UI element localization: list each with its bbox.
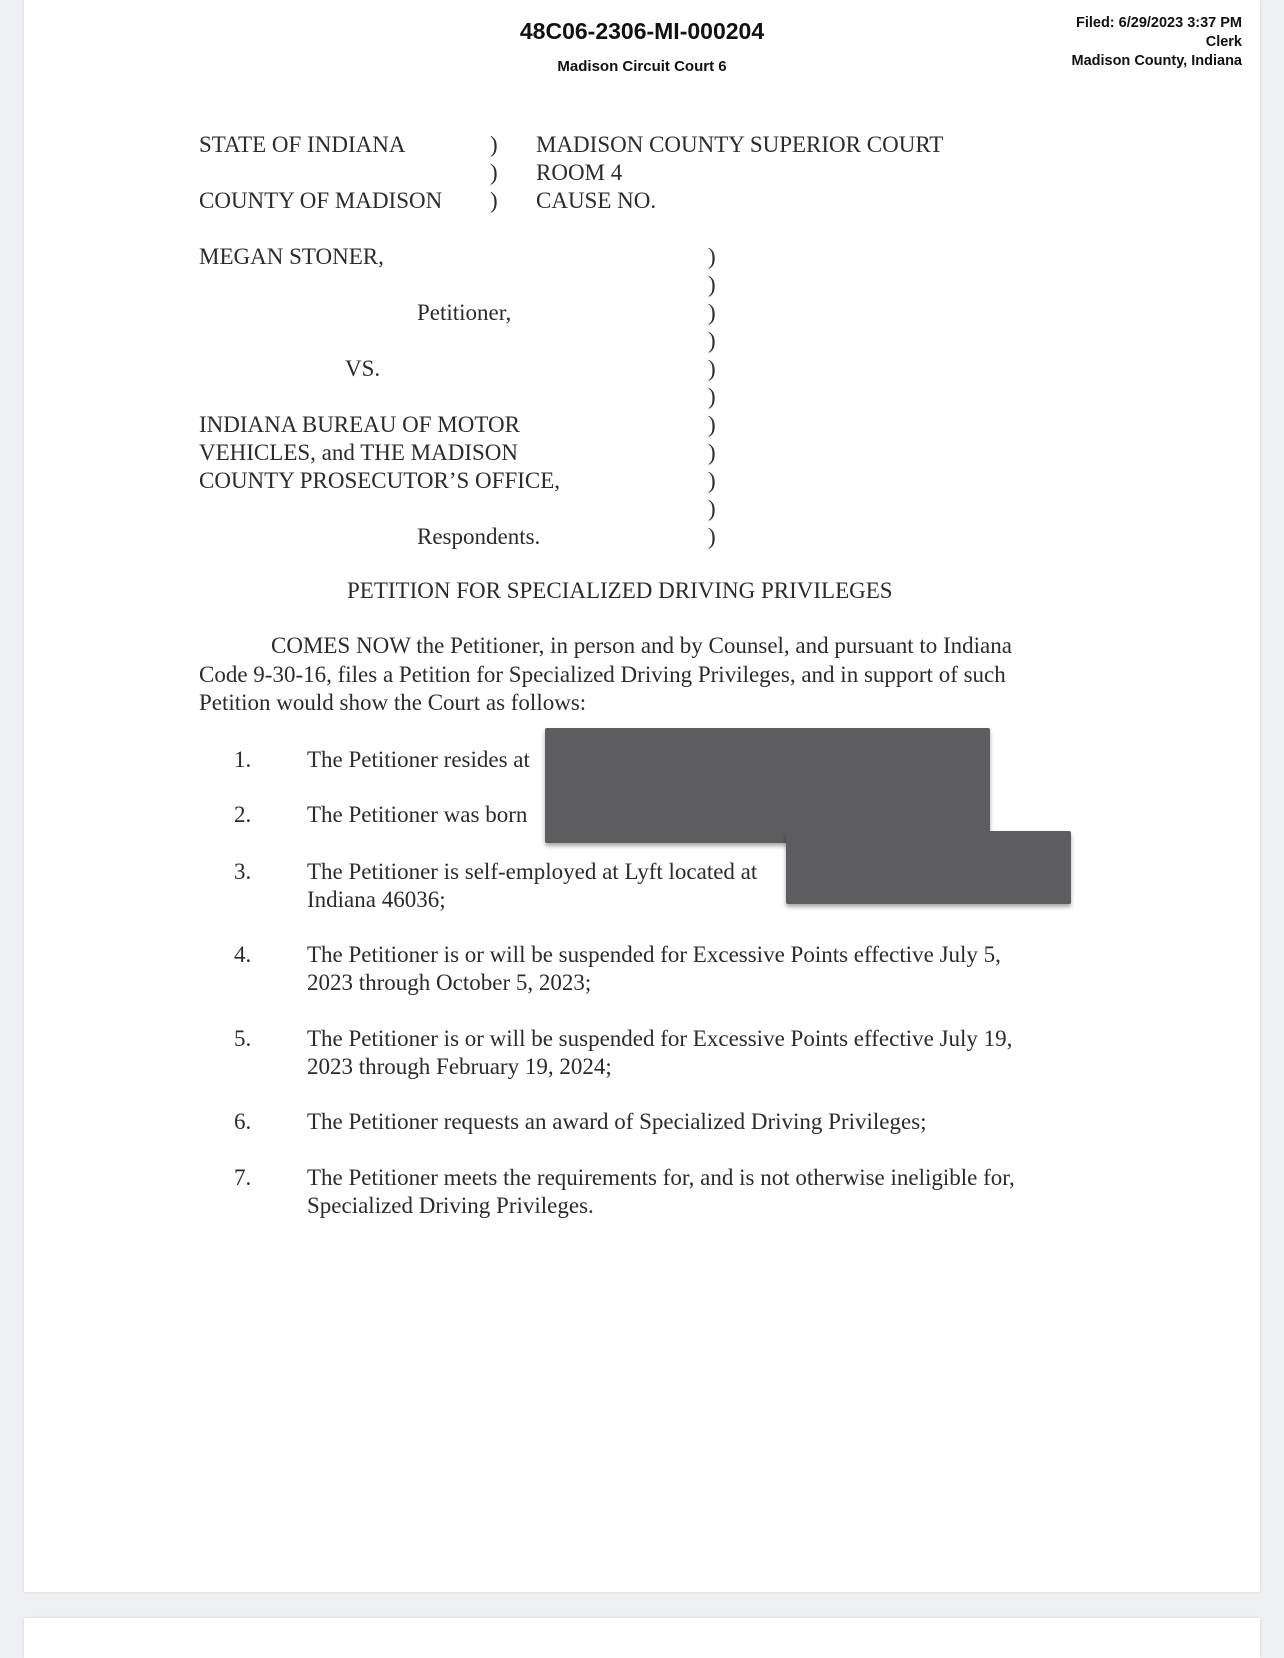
county-label: COUNTY OF MADISON	[199, 188, 443, 213]
item-text-7a: The Petitioner meets the requirements for, and is not otherwise ineligible for,	[307, 1165, 1015, 1190]
party-paren-5: )	[708, 356, 716, 381]
item-text-2: The Petitioner was born	[307, 802, 528, 827]
respondent-line-1: INDIANA BUREAU OF MOTOR	[199, 412, 520, 437]
caption-paren-2: )	[490, 160, 498, 185]
party-paren-8: )	[708, 440, 716, 465]
item-number-6: 6.	[234, 1109, 252, 1134]
case-number: 48C06-2306-MI-000204	[519, 18, 765, 44]
item-number-3: 3.	[234, 859, 252, 884]
party-paren-11: )	[708, 524, 716, 549]
party-paren-6: )	[708, 384, 716, 409]
item-text-1: The Petitioner resides at	[307, 747, 530, 772]
item-text-7b: Specialized Driving Privileges.	[307, 1193, 594, 1218]
party-paren-3: )	[708, 300, 716, 325]
state-label: STATE OF INDIANA	[199, 132, 406, 157]
party-paren-7: )	[708, 412, 716, 437]
intro-paragraph	[199, 632, 1059, 718]
redaction-box-employer-address	[786, 831, 1071, 904]
party-paren-9: )	[708, 468, 716, 493]
caption-paren-1: )	[490, 132, 498, 157]
versus-label: VS.	[345, 356, 381, 381]
item-text-5b: 2023 through February 19, 2024;	[307, 1054, 612, 1079]
filed-county: Madison County, Indiana	[1071, 53, 1242, 69]
petitioner-name: MEGAN STONER,	[199, 244, 384, 269]
party-paren-10: )	[708, 496, 716, 521]
item-text-4b: 2023 through October 5, 2023;	[307, 970, 592, 995]
item-number-4: 4.	[234, 942, 252, 967]
party-paren-1: )	[708, 244, 716, 269]
respondent-line-2: VEHICLES, and THE MADISON	[199, 440, 519, 465]
item-text-4a: The Petitioner is or will be suspended for Excessive Points effective July 5,	[307, 942, 1001, 967]
item-number-5: 5.	[234, 1026, 252, 1051]
item-text-3a: The Petitioner is self-employed at Lyft located at	[307, 859, 758, 884]
court-room: ROOM 4	[536, 160, 623, 185]
next-page-edge	[24, 1618, 1260, 1658]
petition-title: PETITION FOR SPECIALIZED DRIVING PRIVILEGES	[347, 578, 893, 603]
item-number-2: 2.	[234, 802, 252, 827]
petitioner-label: Petitioner,	[417, 300, 512, 325]
item-text-5a: The Petitioner is or will be suspended for Excessive Points effective July 19,	[307, 1026, 1013, 1051]
respondents-label: Respondents.	[417, 524, 541, 549]
intro-text: COMES NOW the Petitioner, in person and by Counsel, and pursuant to Indiana Code 9-30-16, files a Petition for Specialized Driving Privileges, and in support of such Petition would show the Court as follows:	[199, 633, 1012, 715]
item-number-7: 7.	[234, 1165, 252, 1190]
item-number-1: 1.	[234, 747, 252, 772]
item-text-3b: Indiana 46036;	[307, 887, 446, 912]
filed-date: Filed: 6/29/2023 3:37 PM	[1075, 15, 1242, 31]
party-paren-2: )	[708, 272, 716, 297]
party-paren-4: )	[708, 328, 716, 353]
court-header: Madison Circuit Court 6	[557, 58, 727, 75]
respondent-line-3: COUNTY PROSECUTOR’S OFFICE,	[199, 468, 561, 493]
filed-stamp	[1071, 14, 1242, 71]
filed-clerk: Clerk	[1205, 34, 1242, 50]
redaction-box-address-birth	[545, 728, 990, 843]
item-text-6: The Petitioner requests an award of Specialized Driving Privileges;	[307, 1109, 927, 1134]
caption-paren-3: )	[490, 188, 498, 213]
cause-number-label: CAUSE NO.	[536, 188, 657, 213]
court-name: MADISON COUNTY SUPERIOR COURT	[536, 132, 944, 157]
